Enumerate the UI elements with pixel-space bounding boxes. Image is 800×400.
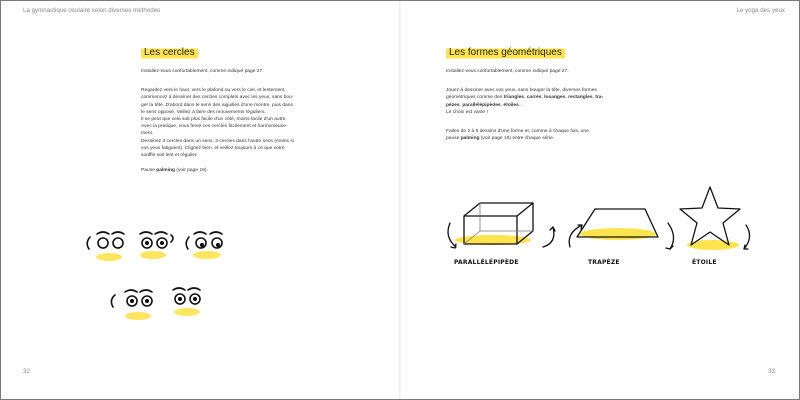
text-line: ment. <box>141 131 154 137</box>
bold-word: losanges <box>544 95 566 101</box>
shape-drawings <box>400 1 799 399</box>
bold-word: rectangles <box>568 95 593 101</box>
right-page <box>400 1 799 399</box>
text-span: (voir page 19) entre chaque série. <box>479 136 555 142</box>
text-line: ger la tête. D'abord dans le sens des aiguilles d'une montre, puis dans <box>141 102 293 108</box>
text-span: , <box>524 95 527 101</box>
running-head-right: Le yoga des yeux <box>736 7 785 14</box>
text-span: pause <box>446 136 461 142</box>
text-line: Regardez vers le haut, vers le plafond ou vers le ciel, et lentement, <box>141 88 286 94</box>
label-parallelepipede: PARALLÉLÉPIPÈDE <box>454 259 519 266</box>
text-line: Faites de 2 à 5 dessins d'une forme et, comme à chaque fois, une <box>446 129 589 135</box>
bold-word: carrés <box>526 95 542 101</box>
eye-doodles <box>1 1 400 399</box>
bold-word: tra- <box>595 95 604 101</box>
text-span: , <box>459 102 463 108</box>
text-span: , <box>592 95 596 101</box>
text-line: le sens opposé. Veillez à faire des mouvements réguliers. <box>141 109 266 115</box>
left-page <box>1 1 400 399</box>
left-intro: Installez-vous confortablement, comme indiqué page 27. <box>141 69 264 74</box>
curved-arrow-icon <box>668 223 674 249</box>
page-number-left: 32 <box>23 368 30 375</box>
text-line: souffle soit lent et régulier. <box>141 153 198 159</box>
eyes-circle-doodle-icon <box>111 290 152 307</box>
text-line: Dessinez 3 cercles dans un sens, 3 cercles dans l'autre sens (moins si <box>141 138 294 144</box>
bold-word: pèzes <box>446 102 460 108</box>
page-number-right: 33 <box>768 368 775 375</box>
running-head-left: La gymnastique oculaire selon diverses méthodes <box>23 7 161 14</box>
curved-arrow-icon <box>666 246 673 249</box>
right-intro: Installez-vous confortablement, comme indiqué page 27. <box>446 69 569 74</box>
bold-word: palming <box>460 136 480 142</box>
eyes-circle-doodle-icon <box>140 232 173 248</box>
eyes-circle-doodle-icon <box>186 232 222 249</box>
text-span: , <box>541 95 545 101</box>
text-span: , <box>565 95 569 101</box>
label-etoile: ÉTOILE <box>692 259 717 266</box>
text-span: , <box>500 102 504 108</box>
pause-suffix: (voir page 19). <box>174 168 208 174</box>
bold-word: triangles <box>503 95 525 101</box>
eyes-circle-doodle-icon <box>173 288 200 304</box>
pause-bold: palming <box>156 168 175 174</box>
text-line: vos yeux fatiguent). Clignez bien, et veillez toujours à ce que votre <box>141 145 285 151</box>
pause-prefix: Pause <box>141 168 157 174</box>
eyes-circle-doodle-icon <box>87 232 124 249</box>
text-line: Le choix est vaste ! <box>446 109 488 115</box>
text-span: géométriques comme des <box>446 95 504 101</box>
star-drawing-icon <box>680 187 740 245</box>
text-line: commencez à dessiner des cercles complets avec les yeux, sans bou- <box>141 95 294 101</box>
bold-word: parallélépipèdes <box>462 102 501 108</box>
text-line: Il se peut que cela soit plus facile d'un côté, moins facile d'un autre. <box>141 117 287 123</box>
curved-arrow-icon <box>550 227 555 231</box>
heading-cercles: Les cercles <box>141 46 198 59</box>
text-span: … <box>518 102 524 108</box>
text-line: Jouez à dessiner avec vos yeux, sans bouger la tête, diverses formes <box>446 88 597 94</box>
heading-formes-geometriques: Les formes géométriques <box>446 46 565 59</box>
curved-arrow-icon <box>543 227 554 247</box>
text-line: Avec la pratique, vous ferez ces cercles facilement et harmonieuse- <box>141 124 288 130</box>
label-trapeze: TRAPÈZE <box>588 259 620 266</box>
curved-arrow-icon <box>569 225 582 247</box>
curved-arrow-icon <box>448 223 456 247</box>
bold-word: étoiles <box>503 102 519 108</box>
